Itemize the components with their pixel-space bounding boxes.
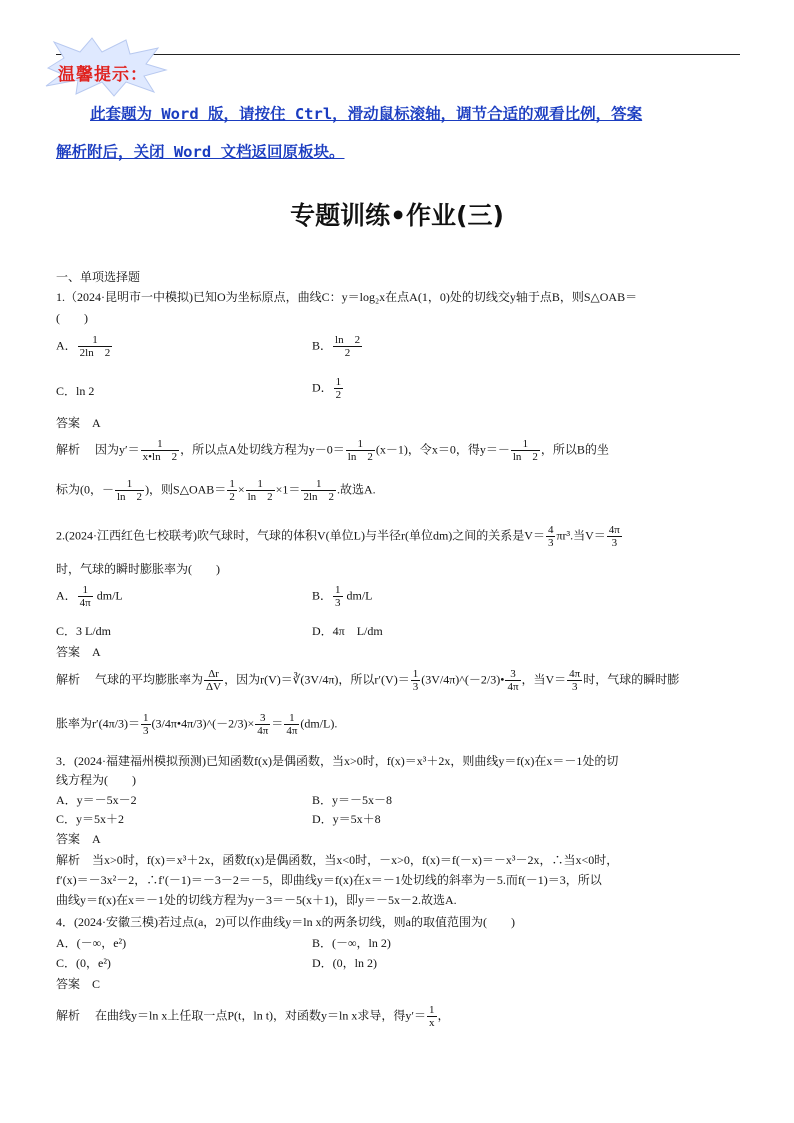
q4-explanation-line-1: 解析 在曲线y＝ln x上任取一点P(t，ln t)，对函数y＝ln x求导，得y′＝ $\frac{1}{x}$ ， — [56, 1004, 450, 1029]
q2-option-a: A． $\frac{1}{4\pi}$ dm/L — [56, 584, 123, 609]
q3-stem: 3．(2024·福建福州模拟预测)已知函数f(x)是偶函数，当x>0时，f(x)＝x³＋2x，则曲线y＝f(x)在x＝－1处的切 — [56, 754, 619, 768]
q2-explanation-line-1: 解析 气球的平均膨胀率为 $\frac{\Delta r}{\Delta V}$ ，因为r(V)＝∛(3V/4π)，所以r′(V)＝ $\frac{1}{3}$ (3V/4π)^(－2/3)• $\frac{3}{4\pi}$ ，当V＝ $\frac{4\pi}{3}$ 时，气球的瞬时膨 — [56, 668, 680, 693]
q1-stem-paren: ( ) — [56, 311, 88, 325]
q3-option-d: D．y＝5x＋8 — [312, 812, 381, 826]
q2-option-b: B． $\frac{1}{3}$ dm/L — [312, 584, 373, 609]
q4-option-a: A．(－∞，e²) — [56, 936, 127, 950]
q1-explanation-line-1: 解析 因为y′＝ $\frac{1}{x•\ln 2}$ ，所以点A处切线方程为y－0＝ $\frac{1}{\ln 2}$ (x－1)，令x＝0，得y＝－ $\frac{1}{\ln 2}$ ，所以B的坐 — [56, 438, 609, 463]
section-heading: 一、单项选择题 — [56, 270, 141, 284]
q2-explanation-line-2: 胀率为r′(4π/3)＝ $\frac{1}{3}$ (3/4π•4π/3)^(－2/3)× $\frac{3}{4\pi}$ ＝ $\frac{1}{4\pi}$ (dm/L). — [56, 712, 338, 737]
q4-option-d: D．(0，ln 2) — [312, 956, 377, 970]
q1-explanation-line-2: 标为(0，－ $\frac{1}{\ln 2}$ )，则S△OAB＝ $\frac{1}{2}$ × $\frac{1}{\ln 2}$ ×1＝ $\frac{1}{2\ln 2}$ .故选A. — [56, 478, 376, 503]
q2-stem: 2.(2024·江西红色七校联考)吹气球时，气球的体积V(单位L)与半径r(单位dm)之间的关系是V＝ $\frac{4}{3}$ πr³.当V＝ $\frac{4\pi}{3}$ — [56, 524, 620, 549]
q1-option-b: B． $\frac{\ln 2}{2}$ — [312, 334, 361, 359]
q2-option-d: D．4π L/dm — [312, 624, 383, 638]
q3-answer: 答案 A — [56, 832, 101, 846]
q3-option-b: B．y＝－5x－8 — [312, 793, 393, 807]
q3-explanation-line-2: f′(x)＝－3x²－2，∴f′(－1)＝－3－2＝－5，即曲线y＝f(x)在x＝－1处切线的斜率为－5.而f(－1)＝3，所以 — [56, 873, 602, 887]
q1-option-d: D． $\frac{1}{2}$ — [312, 376, 342, 401]
notice-line-2: 解析附后，关闭 Word 文档返回原板块。 — [56, 143, 345, 161]
notice-line-1: 此套题为 Word 版，请按住 Ctrl，滑动鼠标滚轴，调节合适的观看比例，答案 — [90, 105, 643, 123]
q2-option-c: C．3 L/dm — [56, 624, 112, 638]
q3-explanation-line-3: 曲线y＝f(x)在x＝－1处的切线方程为y－3＝－5(x＋1)，即y＝－5x－2.故选A. — [56, 893, 457, 907]
q1-answer: 答案 A — [56, 416, 101, 430]
q3-option-a: A．y＝－5x－2 — [56, 793, 137, 807]
q1-option-a: A． $\frac{1}{2\ln 2}$ — [56, 334, 111, 359]
q1-stem: 1.（2024·昆明市一中模拟)已知O为坐标原点，曲线C：y＝log₂x在点A(1，0)处的切线交y轴于点B，则S△OAB＝ — [56, 290, 638, 304]
page-title: 专题训练•作业(三) — [290, 201, 504, 230]
q2-stem-line-2: 时，气球的瞬时膨胀率为( ) — [56, 562, 220, 576]
q4-option-c: C．(0，e²) — [56, 956, 111, 970]
q4-option-b: B．(－∞，ln 2) — [312, 936, 391, 950]
q3-stem-line-2: 线方程为( ) — [56, 773, 136, 787]
q1-option-c: C．ln 2 — [56, 384, 95, 398]
notice-badge: 温馨提示： — [58, 65, 148, 85]
q3-explanation-line-1: 解析 当x>0时，f(x)＝x³＋2x，函数f(x)是偶函数，当x<0时，－x>0，f(x)＝f(－x)＝－x³－2x，∴当x<0时， — [56, 853, 619, 867]
q4-answer: 答案 C — [56, 977, 101, 991]
q4-stem: 4．(2024·安徽三模)若过点(a，2)可以作曲线y＝ln x的两条切线，则a的取值范围为( ) — [56, 915, 515, 929]
q3-option-c: C．y＝5x＋2 — [56, 812, 125, 826]
q2-answer: 答案 A — [56, 645, 101, 659]
